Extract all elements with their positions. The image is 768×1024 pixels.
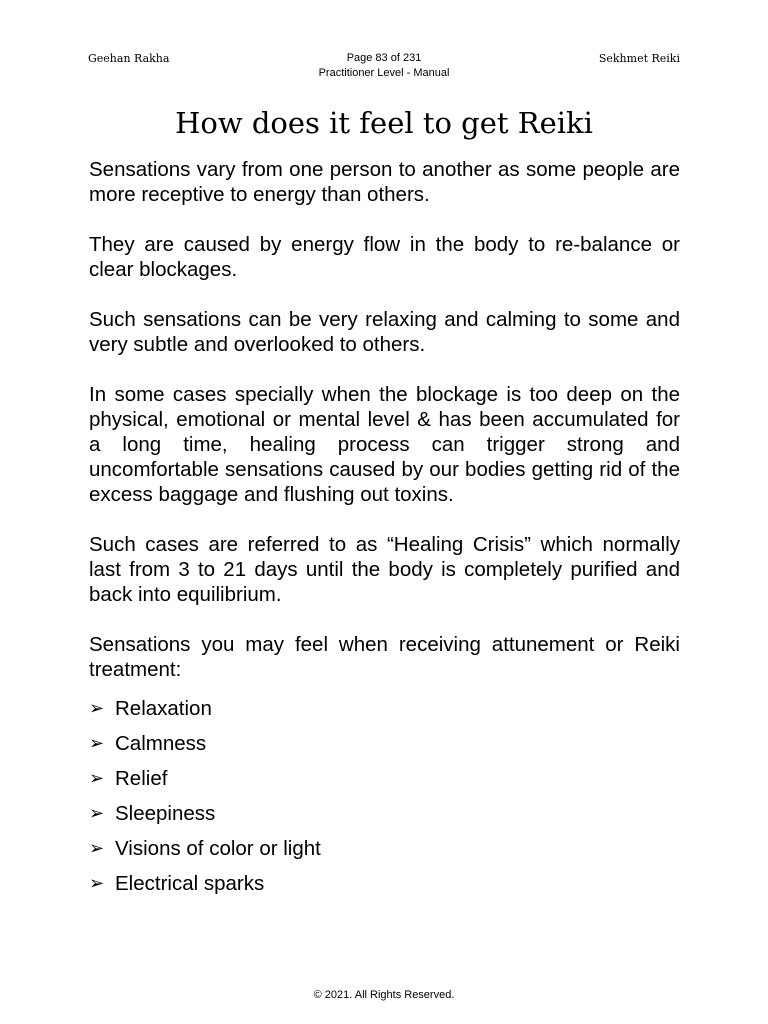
list-item [89, 866, 680, 901]
header-author: Geehan Rakha [88, 52, 170, 65]
arrow-bullet-icon: ➢ [89, 698, 105, 718]
list-item [89, 691, 680, 726]
paragraph: Sensations vary from one person to another as some people are more receptive to energy than others. [89, 158, 680, 206]
paragraph: They are caused by energy flow in the body to re-balance or clear blockages. [89, 233, 680, 281]
list-item-label: Visions of color or light [115, 837, 321, 860]
list-item-label: Sleepiness [115, 802, 216, 825]
header-brand: Sekhmet Reiki [598, 52, 680, 65]
list-item [89, 796, 680, 831]
list-item-label: Relief [115, 767, 168, 790]
body-content [89, 157, 680, 901]
footer-copyright: © 2021. All Rights Reserved. [313, 989, 455, 1001]
arrow-bullet-icon: ➢ [89, 803, 105, 823]
list-item-label: Calmness [115, 732, 207, 755]
page-number: Page 83 of 231 [346, 52, 422, 64]
paragraph: In some cases specially when the blockage is too deep on the physical, emotional or mental level & has been accumulated for a long time, healing process can trigger strong and uncomfortable sensations caused by our bodies getting rid of the excess baggage and flushing out toxins. [89, 383, 680, 506]
paragraph: Such sensations can be very relaxing and calming to some and very subtle and overlooked to others. [89, 308, 680, 356]
list-item-label: Electrical sparks [115, 872, 265, 895]
arrow-bullet-icon: ➢ [89, 838, 105, 858]
arrow-bullet-icon: ➢ [89, 733, 105, 753]
list-item [89, 726, 680, 761]
list-item-label: Relaxation [115, 697, 212, 720]
manual-level: Practitioner Level - Manual [318, 67, 450, 79]
arrow-bullet-icon: ➢ [89, 873, 105, 893]
page-title: How does it feel to get Reiki [175, 106, 593, 140]
sensations-list [89, 691, 680, 901]
paragraph: Sensations you may feel when receiving attunement or Reiki treatment: [89, 633, 680, 681]
list-item [89, 831, 680, 866]
paragraph: Such cases are referred to as “Healing Crisis” which normally last from 3 to 21 days until the body is completely purified and back into equilibrium. [89, 533, 680, 606]
list-item [89, 761, 680, 796]
arrow-bullet-icon: ➢ [89, 768, 105, 788]
